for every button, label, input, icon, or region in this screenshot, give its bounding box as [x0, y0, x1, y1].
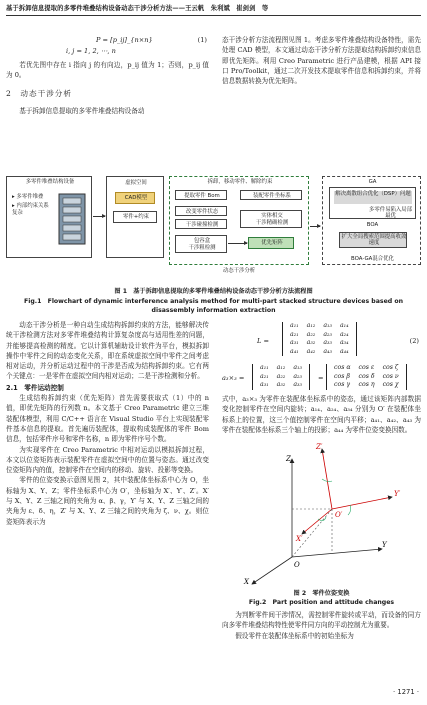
entity-label: 实体相交 — [261, 213, 283, 219]
equation-2-matrix-cell: a₃₂ — [306, 339, 316, 346]
virtual-space-panel — [106, 176, 164, 258]
equation-2-matrix-cell: a₄₂ — [306, 347, 316, 355]
equation-3-right-matrix-cell: cos δ — [358, 372, 375, 380]
equation-2-matrix-row — [286, 322, 353, 331]
device-item-1: ▸ 多零件堆叠 — [12, 194, 44, 200]
equation-2-matrix-row — [286, 331, 353, 340]
equation-3-left-matrix-cell: a₁₂ — [276, 364, 286, 371]
equation-2-matrix-cell: a₃₃ — [323, 339, 332, 346]
paragraph-flowchart-description: 态干涉分析方法流程图见图 1。考虑多零件堆叠结构设备特性，需先处理 CAD 模型，本文通过动态干涉分析方法提取结构拆卸约束信息即优先矩阵。利用 Creo Parametric 进行产品建模，根据 API 接口 Pro/Toolkit，通过二次开发技术提取零件信息和拆卸约束，并将信息数据转换为优先矩阵。 — [222, 36, 421, 86]
figure-1-caption-en-1: Fig.1 Flowchart of dynamic interference analysis method for multi-part stacked structure devices based on — [23, 298, 404, 305]
arrow-to-optimization — [310, 226, 320, 227]
equation-3-left-matrix-cell: a₃₃ — [293, 381, 302, 388]
bbox-box — [175, 235, 227, 253]
axis-x-label: X — [244, 578, 249, 587]
coordinate-box — [240, 190, 302, 200]
device-illustration — [55, 190, 89, 250]
equation-3-right-matrix-row — [330, 364, 403, 373]
figure-1-caption-cn: 图 1 基于拆卸信息提取的多零件堆叠结构设备动态干涉分析方法流程图 — [114, 288, 313, 295]
equation-3-left-matrix-row — [256, 364, 306, 373]
equation-3-right-matrix-cell: cos ν — [382, 372, 399, 380]
bbox-label: 包容盒 — [193, 238, 211, 244]
axis-xp-label: X′ — [296, 535, 303, 544]
equation-2-matrix-cell: a₁₂ — [306, 322, 316, 329]
left-bottom-column — [6, 320, 209, 527]
axis-z-label: Z — [286, 455, 291, 464]
parts-constraints-box — [113, 211, 157, 223]
paragraph-part-bom: 生成结构拆卸约束（优先矩阵）首先需要获取式（1）中的 n 值，即优先矩阵的行列数 n。本文基于 Creo Parametric 建立三维装配体模型，利用 C/C++ 语言在 Visual Studio 平台上实现装配零件基本信息的提取。首先遍历装配体，提取构成装配体的零件 Bom 信息，包括零件序号和零件名称，n 即为零件序号个数。 — [6, 394, 209, 444]
dynamic-analysis-panel — [169, 176, 309, 265]
equation-3-left-matrix-row — [256, 381, 306, 390]
page-number: · 1271 · — [393, 688, 419, 696]
equation-3-left-matrix-cell: a₂₂ — [276, 372, 286, 380]
section-2-heading: 2 动态干涉分析 — [6, 88, 72, 98]
equation-3-right-matrix-cell: cos ζ — [382, 364, 399, 371]
equation-2-matrix-cell: a₂₁ — [290, 330, 299, 338]
equation-3-right-matrix-cell: cos χ — [382, 381, 399, 388]
section-2-1-heading: 2.1 零件运动控制 — [6, 383, 64, 392]
equation-2-lhs: L = — [257, 337, 269, 345]
equation-3-right-matrix-row — [330, 373, 403, 382]
priority-matrix-label: 优先矩阵 — [261, 240, 283, 246]
equation-3-left-matrix-row — [256, 373, 306, 382]
extract-bom-box — [175, 190, 227, 200]
equation-3-right-matrix — [326, 364, 407, 390]
equation-1-condition: i, j = 1, 2, ⋯, n — [66, 47, 116, 55]
ga-optimization-label: 解决离散组合优化（DSP）问题 — [335, 191, 411, 197]
equation-3-left-matrix-cell: a₂₁ — [260, 372, 269, 380]
equation-3-left-matrix — [252, 364, 310, 390]
coordinate-label: 装配零件坐标系 — [253, 192, 291, 199]
figure-1-caption-en-2: disassembly information extraction — [151, 307, 276, 314]
hybrid-label: BOA-GA混合优化 — [351, 256, 394, 262]
figure-2-diagram — [222, 439, 421, 589]
right-top-column — [222, 35, 421, 86]
equation-3-right-matrix-cell: cos α — [334, 364, 351, 371]
extract-bom-label: 提取零件 Bom — [184, 192, 220, 199]
boa-box-label: 扩大全局搜索范围提高收敛速度 — [341, 234, 407, 247]
equation-2-matrix-cell: a₁₄ — [339, 322, 349, 329]
change-state-box — [175, 206, 227, 216]
figure-1-flowchart — [6, 176, 421, 284]
equation-2-matrix-cell: a₁₁ — [290, 322, 299, 329]
coarse-label: 干涉粗检测 — [188, 245, 216, 251]
change-state-label: 改变零件状态 — [185, 208, 219, 215]
equation-3-right-matrix-cell: cos ε — [358, 364, 375, 371]
dynamic-analysis-label: 动态干涉分析 — [222, 268, 256, 274]
collision-label: 干涉碰撞检测 — [185, 221, 219, 228]
ga-optimization-box — [334, 191, 412, 204]
step-top-label: 拆卸，移动零件、解除约束 — [207, 179, 273, 185]
equation-2-matrix-cell: a₁₃ — [323, 322, 332, 329]
figure-2-caption-cn: 图 2 零件位姿变换 — [293, 590, 350, 598]
cad-model-label: CAD模型 — [124, 195, 148, 201]
interference-label: 干涉精确检测 — [255, 220, 289, 226]
equation-2-matrix-cell: a₃₄ — [339, 339, 349, 346]
equation-3-left-matrix-cell: a₁₁ — [260, 364, 269, 371]
boa-box — [339, 232, 407, 248]
entity-box — [240, 210, 302, 228]
ga-box — [329, 187, 416, 219]
equation-3-right-matrix-row — [330, 381, 403, 390]
equation-3-right-matrix-cell: cos γ — [334, 381, 351, 388]
running-header: 基于拆卸信息提取的多零件堆叠结构设备动态干涉分析方法——王云帆 朱利斌 崔剑剑 等 — [6, 3, 421, 16]
equation-2-matrix-cell: a₄₁ — [290, 347, 299, 355]
equation-2-matrix-cell: a₄₃ — [323, 347, 332, 355]
equation-3-right-matrix-cell: cos β — [334, 372, 350, 380]
equation-2 — [222, 320, 421, 362]
equation-1-number: (1) — [197, 36, 207, 44]
device-panel-title: 多零件堆叠结构设备 — [25, 179, 75, 185]
device-item-2: ▸ 内部约束关系复杂 — [12, 203, 49, 216]
paragraph-priority-graph: 若优先图中存在 i 指向 j 的有向边，p_ij 值为 1；否则，p_ij 值为 0。 — [6, 61, 209, 80]
equation-1-body: P = [p_ij]_{n×n} — [96, 36, 153, 44]
equation-1 — [6, 35, 209, 46]
parts-constraints-label: 零件+约束 — [122, 214, 150, 220]
equation-2-matrix-cell: a₃₁ — [290, 339, 299, 346]
ga-local-optimum-label: 多零件易陷入局部最优 — [368, 207, 413, 220]
hybrid-optimization-panel — [322, 176, 421, 265]
arrow-device-to-virtual — [93, 216, 105, 217]
origin-op-label: O′ — [335, 511, 343, 520]
equation-3-left-matrix-cell: a₁₃ — [293, 364, 302, 371]
equation-3: a₃×₃ = a₁₁ a₁₂ a₁₃ a₂₁ a₂₂ a₂₃ a₃₁ a₃₂ a₃₃ = cos α cos ε cos ζ cos β cos δ cos ν cos γ cos η cos χ — [222, 362, 421, 394]
equation-2-matrix-cell: a₂₄ — [339, 330, 349, 338]
paragraph-pose-change: 零件的位姿变换示意图见图 2，其中装配体坐标系中心为 O，坐标轴为 X、Y、Z；零件坐标系中心为 O′，坐标轴为 X′、Y′、Z′。X′ 与 X、Y、Z 三轴之间的夹角为 α、β、γ，Y′ 与 X、Y、Z 三轴之间的夹角为 ε、δ、η，Z′ 与 X、Y、Z 三轴之间的夹角为 ζ、ν、χ。则位姿矩阵表示为 — [6, 476, 209, 526]
equation-3-left-matrix-cell: a₃₁ — [260, 381, 269, 388]
equation-2-matrix-cell: a₂₃ — [323, 330, 332, 338]
paragraph-matrix-explanation: 式中，a₃×₃ 为零件在装配体坐标系中的姿态，通过该矩阵内部数据变化控制零件在空间内旋转；a₁₄、a₂₄、a₃₄ 分别为 O′ 在装配体坐标系上的位置，这三个值控制零件在空间内平移；a₄₁、a₄₂、a₄₃ 为零件在装配体坐标系三个轴上的投影；a₄₄ 为零件位姿变换因数。 — [222, 395, 421, 434]
axis-yp-label: Y′ — [394, 490, 401, 499]
equation-2-matrix-cell: a₂₂ — [306, 330, 316, 338]
equation-3-left-matrix-cell: a₃₂ — [276, 381, 286, 388]
paragraph-pose-matrix: 为实现零件在 Creo Parametric 中相对运动以模拟拆卸过程，本文以位姿矩阵表示装配零件在虚拟空间中的位置与姿态。通过改变位姿矩阵内的值，控制零件在空间内的移动、旋转、投影等变换。 — [6, 445, 209, 475]
paragraph-initial-coordinates: 假设零件在装配体坐标系中的初始坐标为 — [235, 631, 354, 640]
right-bottom-column — [222, 320, 421, 641]
left-top-column — [6, 35, 209, 116]
arrow-to-priority — [228, 243, 247, 244]
equation-1-condition-row — [6, 46, 209, 57]
ga-label: GA — [368, 179, 377, 185]
collision-box — [175, 219, 227, 229]
device-panel — [6, 176, 92, 258]
equation-3-left-matrix-cell: a₂₃ — [293, 372, 302, 380]
equation-2-matrix-cell: a₄₄ — [339, 347, 349, 355]
virtual-space-label: 虚拟空间 — [125, 180, 147, 186]
cad-model-box — [115, 192, 155, 204]
origin-o-label: O — [294, 561, 300, 570]
boa-label: BOA — [366, 222, 379, 228]
equation-3-right-matrix-cell: cos η — [358, 381, 375, 388]
paragraph-dynamic-intro: 基于拆卸信息提取的多零件堆叠结构设备动 — [19, 106, 145, 115]
axis-y-label: Y — [382, 541, 387, 550]
equation-3-lhs: a₃×₃ = — [222, 374, 245, 382]
equation-2-matrix-row — [286, 348, 353, 357]
axis-zp-label: Z′ — [316, 443, 323, 452]
paragraph-dynamic-analysis: 动态干涉分析是一种自动生成结构拆卸约束的方法，能够解决传统干涉检测方法对多零件堆叠结构计算复杂度高与适用性差的问题，并能够提高检测的精度。它以计算机辅助设计软件为平台，模拟拆卸操作中零件之间的动态变化关系，即在系统虚拟空间中零件之间考虑相对运动，并分析运动过程中的干涉是否成为结构拆卸约束。它有两个关键点：一是零件在虚拟空间内相对运动；二是干涉检测和分析。 — [6, 321, 209, 381]
equation-2-number: (2) — [409, 337, 419, 345]
equation-2-matrix — [282, 322, 357, 356]
priority-matrix-box — [248, 237, 294, 249]
figure-2-caption-en: Fig.2 Part position and attitude changes — [248, 599, 395, 607]
equation-2-matrix-row — [286, 339, 353, 348]
paragraph-interference-judgement: 为判断零件间干涉情况，需控制零件旋转或平动，而设备的同方向多零件堆叠结构特性使零件同方向的平动控制尤为重要。 — [222, 611, 421, 630]
